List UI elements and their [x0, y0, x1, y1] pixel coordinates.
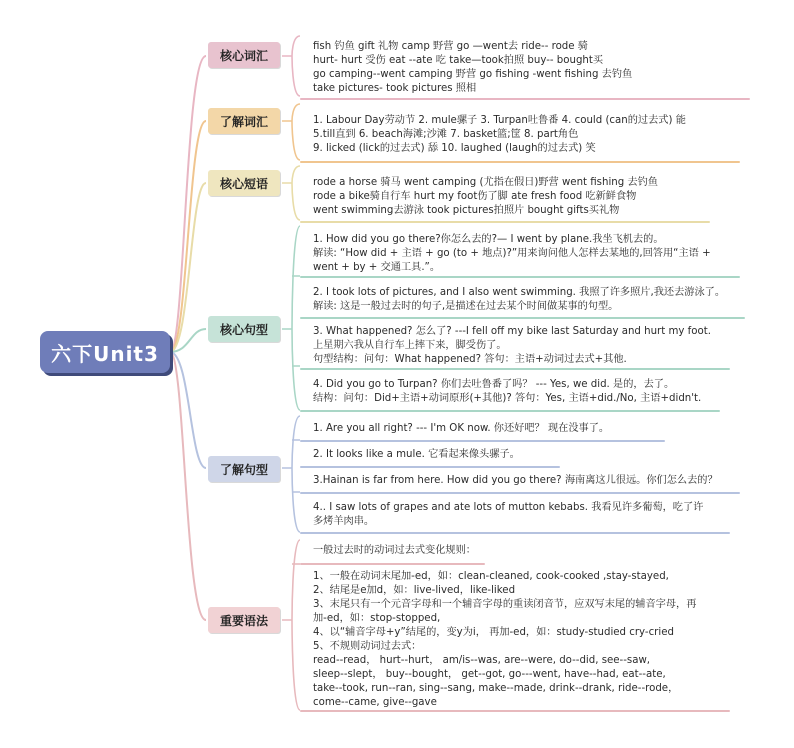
understand-vocab-line: 5.till直到 6. beach海滩;沙滩 7. basket篮;筐 8. part角色: [313, 129, 579, 140]
grammar-line: take--took, run--ran, sing--sang, make--made, drink--drank, ride--rode，: [313, 683, 679, 694]
understand-sentence-4: [313, 501, 703, 529]
core-sentence-line: 解读: 这是一般过去时的句子,是描述在过去某个时间做某事的句型。: [313, 301, 619, 312]
branch-core-vocab: 核心词汇: [208, 42, 280, 68]
core-sentence-line: 3. What happened? 怎么了? ---I fell off my bike last Saturday and hurt my foot.: [313, 326, 711, 337]
connector-grammar: [170, 352, 206, 620]
bracket-understand-sentences: [282, 416, 300, 532]
grammar-line: come--came, give--gave: [313, 697, 437, 708]
bracket-grammar: [282, 540, 300, 710]
branch-grammar: 重要语法: [208, 607, 280, 633]
divider-core-vocab: [300, 98, 750, 100]
core-sentence-line: 上星期六我从自行车上摔下来，脚受伤了。: [313, 340, 507, 351]
core-vocab-line: take pictures- took pictures 照相: [313, 83, 477, 94]
grammar-line: 加-ed，如：stop-stopped,: [313, 613, 441, 624]
grammar-line: read--read， hurt--hurt， am/is--was, are--were, do--did, see--saw,: [313, 655, 651, 666]
connector-core-vocab: [170, 56, 206, 352]
grammar-line: 4、以“辅音字母+y”结尾的，变y为i， 再加-ed，如：study-studied cry-cried: [313, 627, 674, 638]
core-sentence-line: 结构：问句：Did+主语+动词原形(+其他)? 答句：Yes, 主语+did./No, 主语+didn't.: [313, 393, 702, 404]
grammar-line: 1、一般在动词末尾加-ed，如：clean-cleaned, cook-cooked ,stay-stayed,: [313, 571, 669, 582]
grammar-line: 3、末尾只有一个元音字母和一个辅音字母的重读闭音节，应双写末尾的辅音字母，再: [313, 599, 697, 610]
divider-core-phrases: [300, 221, 710, 223]
core-phrases-line: rode a bike骑自行车 hurt my foot伤了脚 ate fresh food 吃新鲜食物: [313, 191, 637, 202]
divider-understand-sentence-2: [300, 466, 560, 468]
understand-vocab-line: 1. Labour Day劳动节 2. mule骡子 3. Turpan吐鲁番 4. could (can的过去式) 能: [313, 115, 686, 126]
understand-sentence-line: 1. Are you all right? --- I'm OK now. 你还好吧？ 现在没事了。: [313, 423, 610, 434]
understand-vocab-line: 9. licked (lick的过去式) 舔 10. laughed (laugh的过去式) 笑: [313, 143, 596, 154]
core-sentence-line: went + by + 交通工具.”。: [313, 262, 441, 273]
divider-core-sentence-2: [300, 317, 745, 319]
core-vocab-line: hurt- hurt 受伤 eat --ate 吃 take—took拍照 buy-- bought买: [313, 55, 604, 66]
grammar-line: sleep--slept， buy--bought， get--got, go---went, have--had, eat--ate,: [313, 669, 666, 680]
understand-sentence-line: 2. It looks like a mule. 它看起来像头骡子。: [313, 449, 520, 460]
understand-sentence-line: 3.Hainan is far from here. How did you go there? 海南离这儿很远。你们怎么去的？: [313, 475, 718, 486]
divider-understand-vocab: [300, 161, 740, 163]
core-phrases-line: went swimming去游泳 took pictures拍照片 bought gifts买礼物: [313, 205, 620, 216]
core-sentence-1: [313, 233, 711, 275]
core-sentence-line: 解读: “How did + 主语 + go (to + 地点)?”用来询问他人怎样去某地的,回答用“主语 +: [313, 248, 711, 259]
divider-understand-sentence-1: [300, 440, 665, 442]
grammar-rules: [313, 570, 696, 710]
branch-understand-vocab: 了解词汇: [208, 108, 280, 134]
divider-understand-sentence-4: [300, 532, 730, 534]
bracket-understand-vocab: [282, 104, 300, 160]
divider-core-sentence-3: [300, 368, 730, 370]
understand-sentence-2: [313, 448, 520, 462]
connector-core-phrases: [170, 183, 206, 352]
core-vocab-line: fish 钓鱼 gift 礼物 camp 野营 go —went去 ride-- rode 骑: [313, 41, 588, 52]
core-phrases-text: [313, 176, 658, 218]
understand-sentence-line: 4.. I saw lots of grapes and ate lots of mutton kebabs. 我看见许多葡萄，吃了许: [313, 502, 704, 513]
core-phrases-line: rode a horse 骑马 went camping (尤指在假日)野营 went fishing 去钓鱼: [313, 177, 658, 188]
core-sentence-3: [313, 325, 711, 367]
core-sentence-line: 句型结构：问句：What happened? 答句：主语+动词过去式+其他.: [313, 354, 627, 365]
core-vocab-line: go camping--went camping 野营 go fishing -went fishing 去钓鱼: [313, 69, 633, 80]
bracket-core-vocab: [282, 36, 300, 96]
core-sentence-2: [313, 286, 725, 314]
core-vocab-text: [313, 40, 632, 96]
understand-sentence-line: 多烤羊肉串。: [313, 516, 375, 527]
divider-grammar: [300, 710, 730, 712]
core-sentence-line: 4. Did you go to Turpan? 你们去吐鲁番了吗？ --- Yes, we did. 是的，去了。: [313, 379, 675, 390]
branch-core-sentences: 核心句型: [208, 316, 280, 342]
divider-core-sentence-1: [300, 276, 740, 278]
divider-core-sentence-4: [300, 410, 720, 412]
grammar-heading: 一般过去时的动词过去式变化规则：: [313, 545, 476, 556]
grammar-line: 5、不规则动词过去式：: [313, 641, 422, 652]
bracket-core-phrases: [282, 166, 300, 220]
divider-grammar-heading: [300, 563, 485, 565]
bracket-core-sentences: [282, 226, 300, 410]
branch-understand-sentences: 了解句型: [208, 456, 280, 482]
understand-sentence-1: [313, 422, 609, 436]
root-node-title: 六下Unit3: [40, 331, 170, 373]
understand-vocab-text: [313, 114, 686, 156]
understand-sentence-3: [313, 474, 718, 488]
core-sentence-line: 2. I took lots of pictures, and I also went swimming. 我照了许多照片,我还去游泳了。: [313, 287, 726, 298]
core-sentence-4: [313, 378, 701, 406]
core-sentence-line: 1. How did you go there?你怎么去的?— I went by plane.我坐飞机去的。: [313, 234, 664, 245]
divider-understand-sentence-3: [300, 492, 740, 494]
branch-core-phrases: 核心短语: [208, 170, 280, 196]
grammar-line: 2、结尾是e加d，如：live-lived，like-liked: [313, 585, 516, 596]
